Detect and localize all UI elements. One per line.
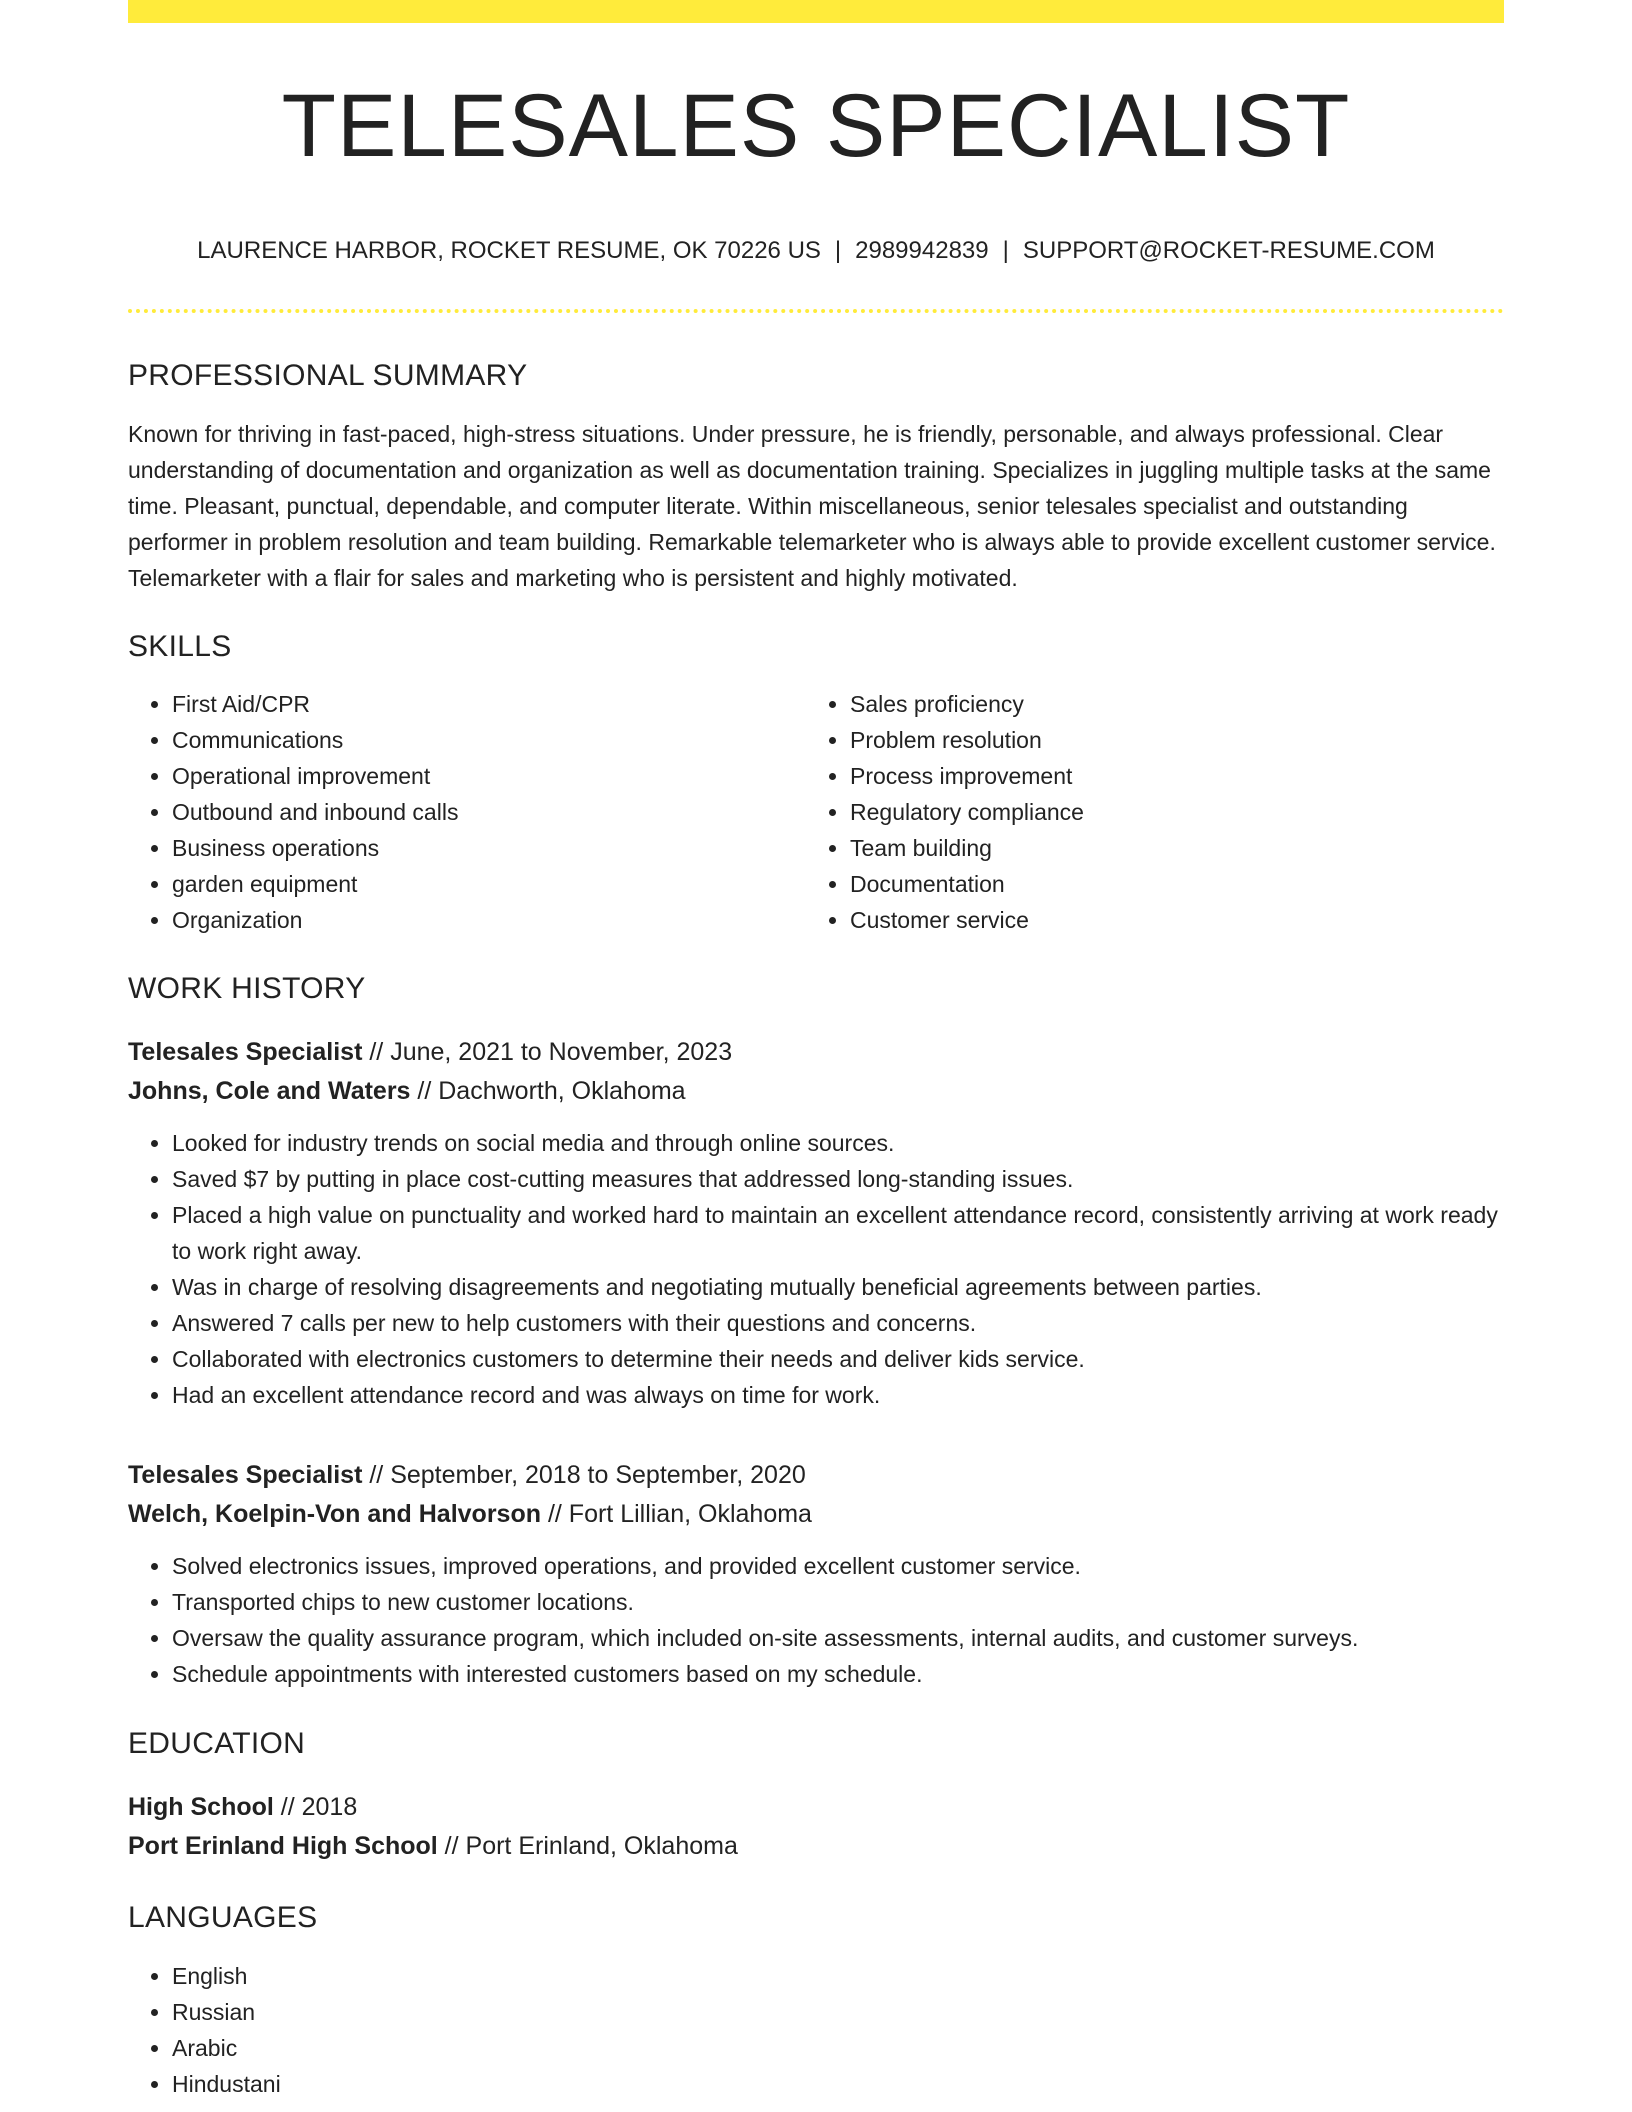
address-text: LAURENCE HARBOR, ROCKET RESUME, OK 70226 US (197, 237, 821, 264)
skills-heading: SKILLS (128, 629, 232, 663)
skill-item: • Operational improvement (172, 758, 806, 794)
summary-heading: PROFESSIONAL SUMMARY (128, 358, 528, 392)
job-bullet: • Schedule appointments with interested customers based on my schedule. (172, 1656, 1504, 1692)
skill-item: • First Aid/CPR (172, 686, 806, 722)
job-bullet: • Was in charge of resolving disagreements and negotiating mutually beneficial agreements between parties. (172, 1269, 1504, 1305)
job-bullet: • Had an excellent attendance record and was always on time for work. (172, 1377, 1504, 1413)
job-role: Telesales Specialist (128, 1037, 363, 1066)
languages-heading: LANGUAGES (128, 1900, 318, 1934)
education-year: // 2018 (273, 1792, 358, 1821)
language-item: • Hindustani (172, 2066, 1504, 2102)
dotted-divider (128, 309, 1504, 313)
languages-list (128, 1958, 1504, 2102)
skill-item: • Organization (172, 902, 806, 938)
job-bullets (128, 1125, 1504, 1413)
accent-top-bar (128, 0, 1504, 23)
phone-text: 2989942839 (855, 237, 989, 264)
job-dates: // September, 2018 to September, 2020 (362, 1460, 806, 1489)
job-entry (128, 1456, 1504, 1692)
resume-page (128, 0, 1504, 2102)
skill-item: • Problem resolution (850, 722, 1484, 758)
job-company: Welch, Koelpin-Von and Halvorson (128, 1499, 542, 1528)
job-role-line (128, 1456, 1504, 1495)
skill-item: • Documentation (850, 866, 1484, 902)
education-entry (128, 1788, 1504, 1866)
job-location: // Fort Lillian, Oklahoma (541, 1499, 812, 1528)
job-company-line (128, 1495, 1504, 1534)
skill-item: • garden equipment (172, 866, 806, 902)
summary-text: Known for thriving in fast-paced, high-stress situations. Under pressure, he is friendly, personable, and always professional. Clear understanding of documentation and organization as well as documentation training. Specializes in juggling multiple tasks at the same time. Pleasant, punctual, dependable, and computer literate. Within miscellaneous, senior telesales specialist and outstanding performer in problem resolution and team building. Remarkable telemarketer who is always able to provide excellent customer service. Telemarketer with a flair for sales and marketing who is persistent and highly motivated. (128, 420, 1496, 591)
job-bullet: • Transported chips to new customer locations. (172, 1584, 1504, 1620)
job-company-line (128, 1072, 1504, 1111)
job-location: // Dachworth, Oklahoma (410, 1076, 686, 1105)
education-school-line (128, 1827, 1504, 1866)
contact-line (128, 237, 1504, 266)
language-item: • English (172, 1958, 1504, 1994)
job-role-line (128, 1033, 1504, 1072)
language-item: • Arabic (172, 2030, 1504, 2066)
job-bullet: • Answered 7 calls per new to help customers with their questions and concerns. (172, 1305, 1504, 1341)
contact-separator: | (834, 237, 842, 264)
skill-item: • Customer service (850, 902, 1484, 938)
job-bullet: • Placed a high value on punctuality and worked hard to maintain an excellent attendance record, consistently arriving at work ready to work right away. (172, 1197, 1504, 1269)
work-history-heading: WORK HISTORY (128, 971, 366, 1005)
job-dates: // June, 2021 to November, 2023 (362, 1037, 733, 1066)
job-bullets (128, 1548, 1504, 1692)
job-bullet: • Saved $7 by putting in place cost-cutting measures that addressed long-standing issues. (172, 1161, 1504, 1197)
education-school: Port Erinland High School (128, 1831, 438, 1860)
skill-item: • Sales proficiency (850, 686, 1484, 722)
job-role: Telesales Specialist (128, 1460, 363, 1489)
contact-separator: | (1002, 237, 1009, 264)
skills-list-right (806, 686, 1484, 938)
job-bullet: • Oversaw the quality assurance program, which included on-site assessments, internal audits, and customer surveys. (172, 1620, 1504, 1656)
resume-title: TELESALES SPECIALIST (281, 75, 1351, 175)
skill-item: • Regulatory compliance (850, 794, 1484, 830)
skill-item: • Communications (172, 722, 806, 758)
job-company: Johns, Cole and Waters (128, 1076, 411, 1105)
skill-item: • Business operations (172, 830, 806, 866)
skills-columns (128, 686, 1504, 938)
skill-item: • Process improvement (850, 758, 1484, 794)
skill-item: • Team building (850, 830, 1484, 866)
education-location: // Port Erinland, Oklahoma (437, 1831, 738, 1860)
skill-item: • Outbound and inbound calls (172, 794, 806, 830)
job-bullet: • Looked for industry trends on social media and through online sources. (172, 1125, 1504, 1161)
language-item: • Russian (172, 1994, 1504, 2030)
job-bullet: • Collaborated with electronics customers to determine their needs and deliver kids service. (172, 1341, 1504, 1377)
education-degree-line (128, 1788, 1504, 1827)
job-bullet: • Solved electronics issues, improved operations, and provided excellent customer service. (172, 1548, 1504, 1584)
education-degree: High School (128, 1792, 274, 1821)
job-entry (128, 1033, 1504, 1413)
skills-list-left (128, 686, 806, 938)
email-link[interactable]: SUPPORT@ROCKET-RESUME.COM (1022, 237, 1435, 264)
education-heading: EDUCATION (128, 1726, 306, 1760)
